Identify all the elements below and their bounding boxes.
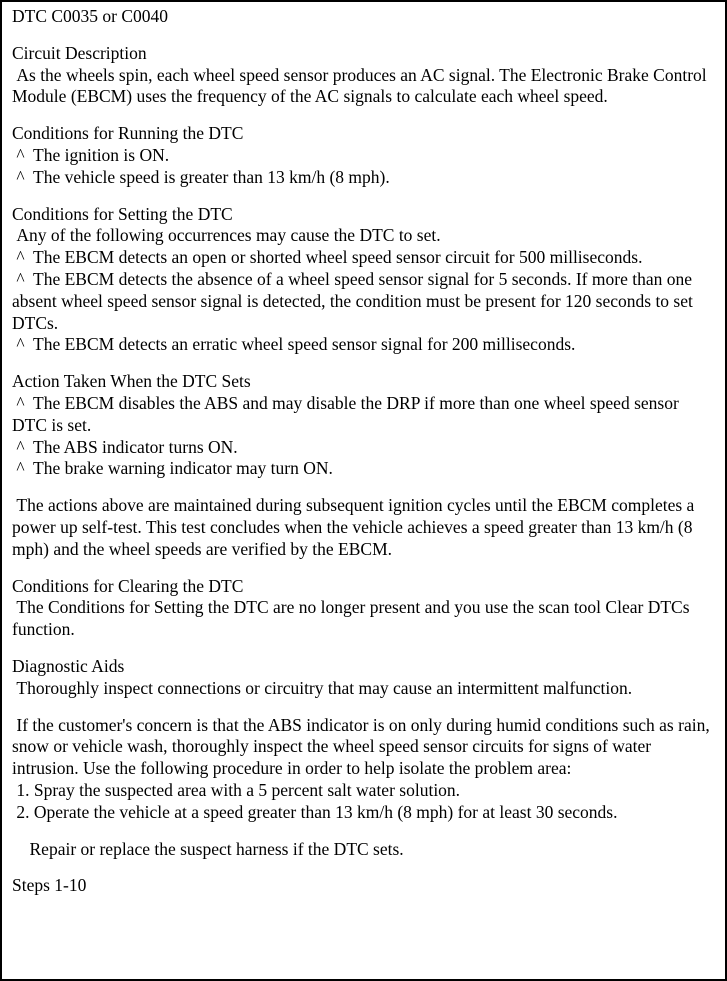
section-heading-clearing-conditions: Conditions for Clearing the DTC: [12, 575, 244, 596]
section-heading-circuit-description: Circuit Description: [12, 42, 147, 63]
section-heading-action-taken: Action Taken When the DTC Sets: [12, 371, 251, 392]
diagnostic-aids-conclusion: Repair or replace the suspect harness if the DTC sets.: [12, 838, 404, 859]
clearing-conditions-body: The Conditions for Setting the DTC are no longer present and you use the scan tool Clear DTCs function.: [12, 597, 694, 640]
dtc-title: DTC C0035 or C0040: [12, 6, 169, 26]
bullet-item: ^ The vehicle speed is greater than 13 km/h (8 mph).: [12, 166, 390, 187]
steps-footer: Steps 1-10: [12, 875, 87, 896]
bullet-item: ^ The EBCM detects an open or shorted wheel speed sensor circuit for 500 milliseconds.: [12, 247, 643, 268]
bullet-item: ^ The EBCM detects the absence of a wheel speed sensor signal for 5 seconds. If more than one absent wheel speed sensor signal is detected, the condition must be present for 120 seconds to set DTCs.: [12, 268, 698, 333]
section-heading-setting-conditions: Conditions for Setting the DTC: [12, 203, 233, 224]
bullet-item: ^ The ignition is ON.: [12, 144, 170, 165]
circuit-description-body: As the wheels spin, each wheel speed sensor produces an AC signal. The Electronic Brake Control Module (EBCM) uses the frequency of the AC signals to calculate each wheel speed.: [12, 64, 712, 107]
step-item: 1. Spray the suspected area with a 5 percent salt water solution.: [12, 779, 461, 800]
setting-conditions-intro: Any of the following occurrences may cause the DTC to set.: [12, 225, 441, 246]
diagnostic-aids-procedure-intro: If the customer's concern is that the ABS indicator is on only during humid conditions such as rain, snow or vehicle wash, thoroughly inspect the wheel speed sensor circuits for signs of water intrusion. Use the following procedure in order to help isolate the problem area:: [12, 714, 715, 779]
bullet-item: ^ The ABS indicator turns ON.: [12, 436, 238, 457]
section-heading-running-conditions: Conditions for Running the DTC: [12, 123, 244, 144]
bullet-item: ^ The brake warning indicator may turn ON.: [12, 458, 333, 479]
section-heading-diagnostic-aids: Diagnostic Aids: [12, 655, 125, 676]
bullet-item: ^ The EBCM disables the ABS and may disable the DRP if more than one wheel speed sensor DTC is set.: [12, 392, 684, 435]
action-taken-note: The actions above are maintained during subsequent ignition cycles until the EBCM completes a power up self-test. This test concludes when the vehicle achieves a speed greater than 13 km/h (8 mph) and the wheel speeds are verified by the EBCM.: [12, 495, 699, 559]
bullet-item: ^ The EBCM detects an erratic wheel speed sensor signal for 200 milliseconds.: [12, 334, 576, 355]
step-item: 2. Operate the vehicle at a speed greater than 13 km/h (8 mph) for at least 30 seconds.: [12, 801, 618, 822]
diagnostic-aids-body: Thoroughly inspect connections or circuitry that may cause an intermittent malfunction.: [12, 677, 633, 698]
